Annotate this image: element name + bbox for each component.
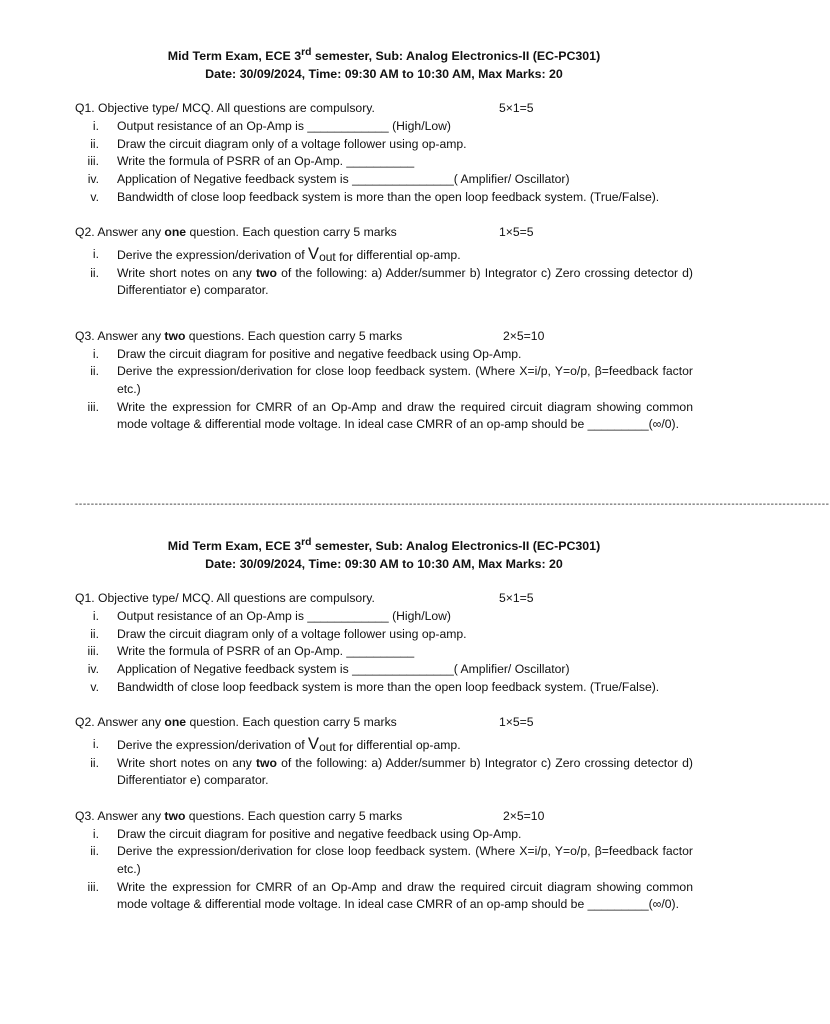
question-2-heading xyxy=(75,714,693,732)
header-line-1: Mid Term Exam, ECE 3rd semester, Sub: Analog Electronics-II (EC-PC301) xyxy=(167,537,601,554)
exam-header xyxy=(0,44,768,83)
list-item: i. Derive the expression/derivation of Vout for differential op-amp. xyxy=(92,735,461,755)
question-1 xyxy=(75,590,693,696)
header-line-2: Date: 30/09/2024, Time: 09:30 AM to 10:30 AM, Max Marks: 20 xyxy=(205,66,563,81)
question-2-title: Q2. Answer any one question. Each question carry 5 marks xyxy=(75,225,397,240)
exam-copy-2 xyxy=(0,534,768,914)
list-item: iii. Write the formula of PSRR of an Op-Amp. __________ xyxy=(87,644,415,659)
exam-copy-1 xyxy=(0,44,768,434)
list-item: iv. Application of Negative feedback system is _______________( Amplifier/ Oscillator) xyxy=(87,171,570,186)
question-2-heading xyxy=(75,224,693,242)
cut-separator: ------------------------------------------------------------------------------------------------------------------------------------------------------------------------------------------------ xyxy=(75,499,830,510)
list-item: iii. Write the formula of PSRR of an Op-Amp. __________ xyxy=(87,154,415,169)
question-3 xyxy=(75,328,693,434)
list-item: v. Bandwidth of close loop feedback system is more than the open loop feedback system. (True/False). xyxy=(90,189,660,204)
question-3-title: Q3. Answer any two questions. Each question carry 5 marks xyxy=(75,328,403,343)
list-item: ii. Draw the circuit diagram only of a voltage follower using op-amp. xyxy=(90,136,467,151)
question-2-marks: 1×5=5 xyxy=(499,715,534,730)
list-item: ii. Derive the expression/derivation for close loop feedback system. (Where X=i/p, Y=o/p, β=feedback factor etc.) xyxy=(90,364,693,397)
question-2-title: Q2. Answer any one question. Each question carry 5 marks xyxy=(75,715,397,730)
header-line-2: Date: 30/09/2024, Time: 09:30 AM to 10:30 AM, Max Marks: 20 xyxy=(205,556,563,571)
question-1-marks: 5×1=5 xyxy=(499,101,534,116)
question-3-heading xyxy=(75,328,693,346)
list-item: ii. Derive the expression/derivation for close loop feedback system. (Where X=i/p, Y=o/p, β=feedback factor etc.) xyxy=(90,844,693,877)
question-2 xyxy=(75,714,693,790)
question-3-marks: 2×5=10 xyxy=(503,328,545,343)
list-item: i. Output resistance of an Op-Amp is ____________ (High/Low) xyxy=(92,119,451,134)
question-3 xyxy=(75,808,693,914)
header-line-1: Mid Term Exam, ECE 3rd semester, Sub: Analog Electronics-II (EC-PC301) xyxy=(167,47,601,64)
question-1-heading xyxy=(75,100,693,118)
question-1-heading xyxy=(75,590,693,608)
list-item: ii. Write short notes on any two of the following: a) Adder/summer b) Integrator c) Zero crossing detector d) Differentiator e) comparator. xyxy=(90,755,693,788)
exam-header xyxy=(0,534,768,573)
question-3-marks: 2×5=10 xyxy=(503,808,545,823)
list-item: v. Bandwidth of close loop feedback system is more than the open loop feedback system. (True/False). xyxy=(90,679,660,694)
list-item: i. Output resistance of an Op-Amp is ____________ (High/Low) xyxy=(92,609,451,624)
question-3-title: Q3. Answer any two questions. Each question carry 5 marks xyxy=(75,808,403,823)
question-2 xyxy=(75,224,693,300)
list-item: i. Derive the expression/derivation of Vout for differential op-amp. xyxy=(92,245,461,265)
list-item: i. Draw the circuit diagram for positive and negative feedback using Op-Amp. xyxy=(92,826,522,841)
list-item: ii. Write short notes on any two of the following: a) Adder/summer b) Integrator c) Zero crossing detector d) Differentiator e) comparator. xyxy=(90,265,693,298)
list-item: iii. Write the expression for CMRR of an Op-Amp and draw the required circuit diagram showing common mode voltage & differential mode voltage. In ideal case CMRR of an op-amp should be _________(∞/0). xyxy=(87,879,693,912)
list-item: ii. Draw the circuit diagram only of a voltage follower using op-amp. xyxy=(90,626,467,641)
list-item: iv. Application of Negative feedback system is _______________( Amplifier/ Oscillator) xyxy=(87,661,570,676)
question-2-marks: 1×5=5 xyxy=(499,225,534,240)
question-1-title: Q1. Objective type/ MCQ. All questions are compulsory. xyxy=(75,101,375,116)
question-1 xyxy=(75,100,693,206)
question-3-heading xyxy=(75,808,693,826)
list-item: i. Draw the circuit diagram for positive and negative feedback using Op-Amp. xyxy=(92,346,522,361)
question-1-title: Q1. Objective type/ MCQ. All questions are compulsory. xyxy=(75,591,375,606)
question-1-marks: 5×1=5 xyxy=(499,591,534,606)
list-item: iii. Write the expression for CMRR of an Op-Amp and draw the required circuit diagram showing common mode voltage & differential mode voltage. In ideal case CMRR of an op-amp should be _________(∞/0). xyxy=(87,399,693,432)
